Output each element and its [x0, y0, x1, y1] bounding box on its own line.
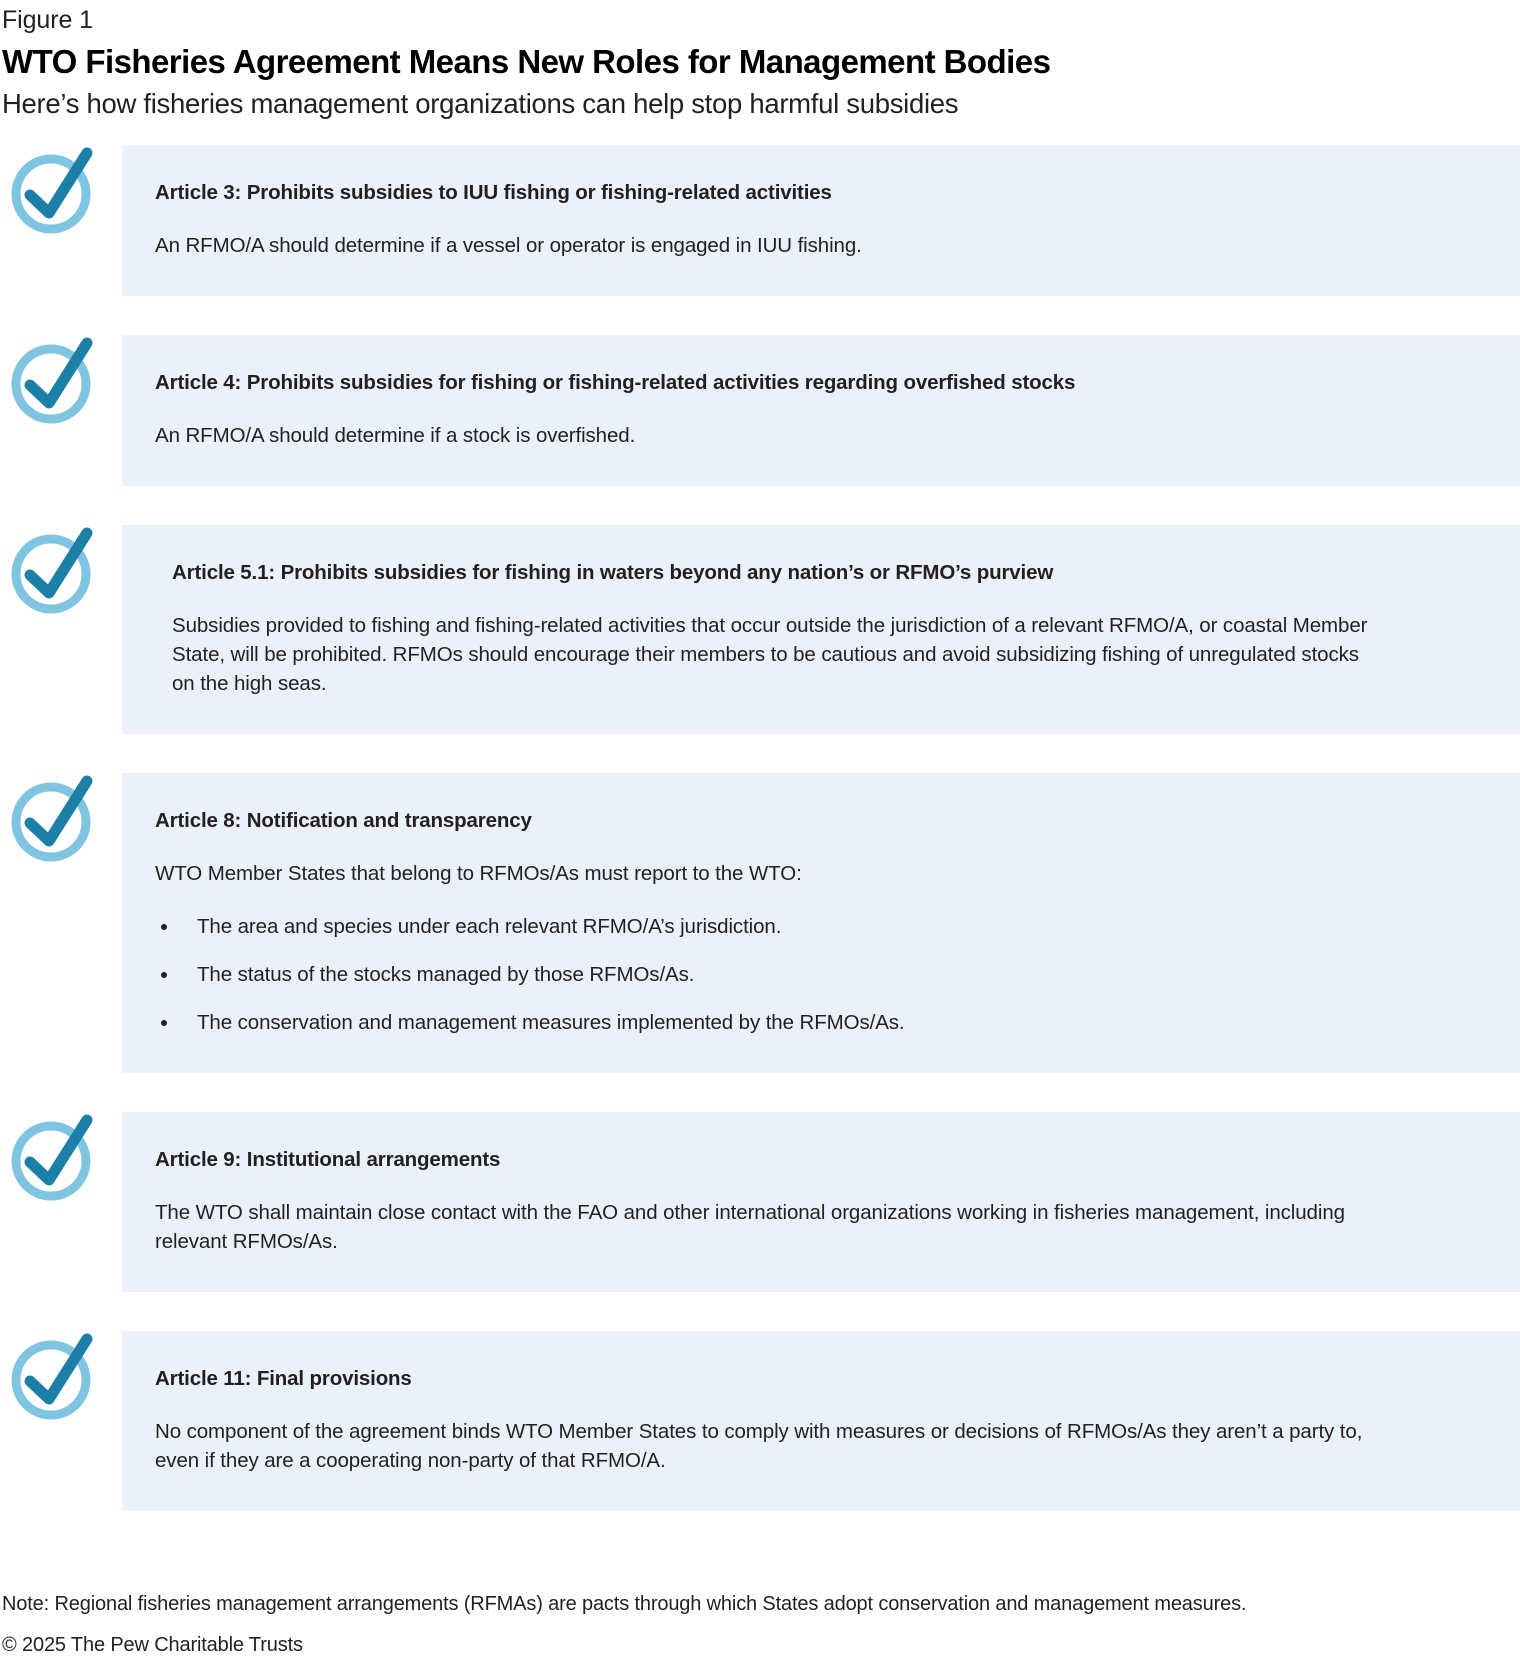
list-item-label: The conservation and management measures implemented by the RFMOs/As. [197, 1011, 905, 1034]
article-panel-article-9 [122, 1112, 1520, 1292]
article-body: No component of the agreement binds WTO Member States to comply with measures or decisions of RFMOs/As they aren’t a party to, even if they are a cooperating non-party of that RFMO/A. [155, 1420, 1363, 1472]
article-body: The WTO shall maintain close contact with the FAO and other international organizations working in fisheries management, including relevant RFMOs/As. [155, 1201, 1345, 1253]
article-title: Article 11: Final provisions [155, 1367, 412, 1390]
article-body: An RFMO/A should determine if a vessel or operator is engaged in IUU fishing. [155, 234, 862, 257]
check-circle-icon [8, 1112, 100, 1204]
article-row-article-5-1 [0, 525, 1520, 734]
bullet-dot-icon [161, 1020, 167, 1026]
check-circle-icon [8, 1331, 100, 1423]
article-panel-article-11 [122, 1331, 1520, 1511]
figure-header [0, 0, 1520, 123]
article-title: Article 3: Prohibits subsidies to IUU fishing or fishing-related activities [155, 181, 832, 204]
article-row-article-8 [0, 773, 1520, 1073]
check-circle-icon [8, 525, 100, 617]
article-panel-article-4 [122, 335, 1520, 486]
check-circle-icon [8, 335, 100, 427]
check-circle-icon [8, 773, 100, 865]
article-title: Article 4: Prohibits subsidies for fishing or fishing-related activities regarding overfished stocks [155, 371, 1076, 394]
article-bullet-list [155, 912, 1480, 1037]
list-item [155, 912, 1480, 941]
article-list [0, 145, 1520, 1511]
article-row-article-3 [0, 145, 1520, 296]
article-panel-article-5-1 [122, 525, 1520, 734]
figure-footer [0, 1590, 1520, 1659]
article-body: WTO Member States that belong to RFMOs/As must report to the WTO: [155, 862, 802, 885]
page-title: WTO Fisheries Agreement Means New Roles for Management Bodies [2, 43, 1051, 80]
article-body: An RFMO/A should determine if a stock is overfished. [155, 424, 636, 447]
list-item [155, 960, 1480, 989]
article-row-article-9 [0, 1112, 1520, 1292]
article-title: Article 9: Institutional arrangements [155, 1148, 501, 1171]
page-subtitle: Here’s how fisheries management organizations can help stop harmful subsidies [2, 88, 959, 119]
list-item-label: The area and species under each relevant RFMO/A’s jurisdiction. [197, 915, 782, 938]
article-title: Article 5.1: Prohibits subsidies for fishing in waters beyond any nation’s or RFMO’s purview [172, 561, 1054, 584]
article-row-article-11 [0, 1331, 1520, 1511]
footnote-note: Note: Regional fisheries management arrangements (RFMAs) are pacts through which States adopt conservation and management measures. [2, 1593, 1247, 1615]
list-item-label: The status of the stocks managed by those RFMOs/As. [197, 963, 695, 986]
footnote-copyright: © 2025 The Pew Charitable Trusts [2, 1634, 303, 1656]
article-title: Article 8: Notification and transparency [155, 809, 532, 832]
bullet-dot-icon [161, 972, 167, 978]
article-panel-article-3 [122, 145, 1520, 296]
figure-label: Figure 1 [2, 6, 93, 34]
article-row-article-4 [0, 335, 1520, 486]
article-body: Subsidies provided to fishing and fishing-related activities that occur outside the jurisdiction of a relevant RFMO/A, or coastal Member State, will be prohibited. RFMOs should encourage their members to be cautious and avoid subsidizing fishing of unregulated stocks on the high seas. [172, 614, 1368, 695]
article-panel-article-8 [122, 773, 1520, 1073]
check-circle-icon [8, 145, 100, 237]
bullet-dot-icon [161, 924, 167, 930]
list-item [155, 1008, 1480, 1037]
